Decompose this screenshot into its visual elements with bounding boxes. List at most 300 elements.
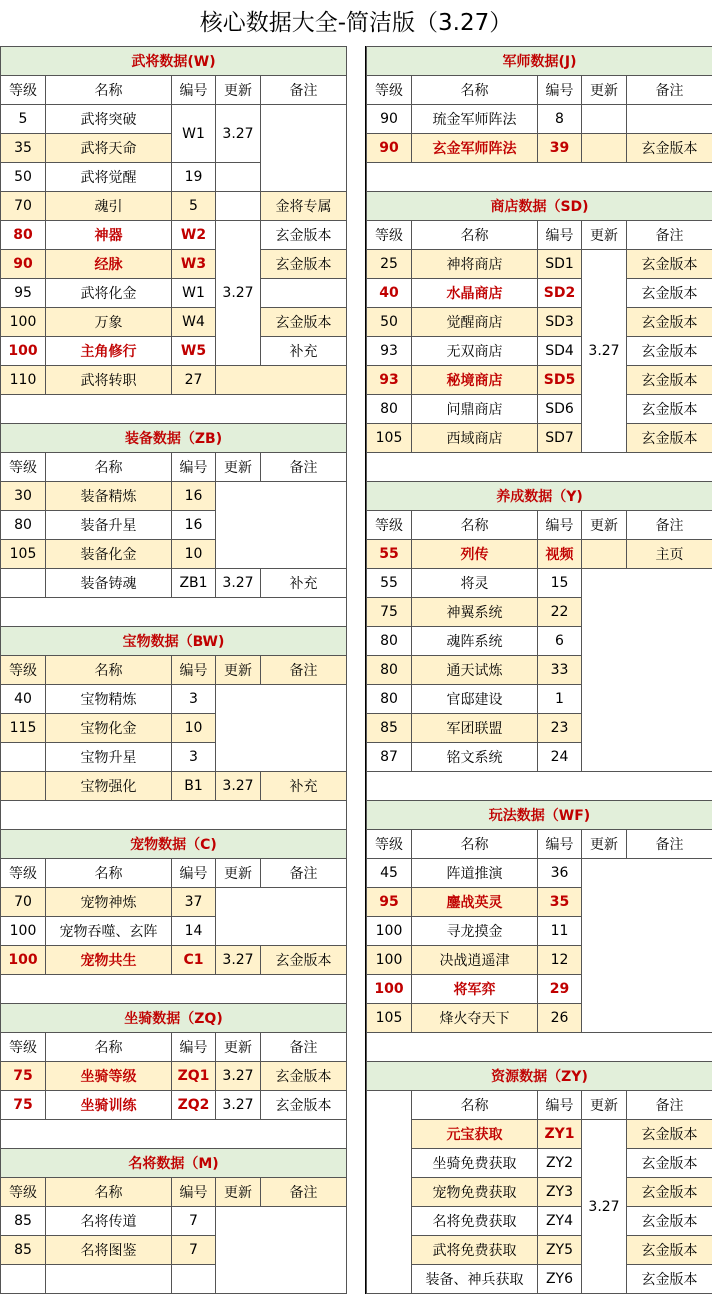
name-cell: 军团联盟: [412, 714, 538, 743]
spacer-row: [1, 395, 347, 424]
note-cell: 玄金版本: [627, 1207, 712, 1236]
blank-cell: [216, 1207, 347, 1294]
id-cell: 5: [172, 192, 216, 221]
name-cell: 坐骑训练: [46, 1091, 172, 1120]
name-cell: 神将商店: [412, 250, 538, 279]
name-cell: 经脉: [46, 250, 172, 279]
header-id: 编号: [172, 453, 216, 482]
name-cell: 宝物升星: [46, 743, 172, 772]
spacer-row: [367, 163, 712, 192]
id-cell: ZY6: [538, 1265, 582, 1294]
name-cell: 装备化金: [46, 540, 172, 569]
section-title-js: 军师数据(J): [367, 47, 712, 76]
id-cell: SD4: [538, 337, 582, 366]
header-id: 编号: [538, 511, 582, 540]
id-cell: B1: [172, 772, 216, 801]
id-cell: 33: [538, 656, 582, 685]
note-cell: 玄金版本: [627, 250, 712, 279]
name-cell: 武将突破: [46, 105, 172, 134]
table-row: [367, 569, 712, 598]
name-cell: 宝物精炼: [46, 685, 172, 714]
level-cell: 45: [367, 859, 412, 888]
id-cell: C1: [172, 946, 216, 975]
note-cell: 玄金版本: [261, 946, 347, 975]
table-row: [1, 308, 347, 337]
name-cell: 坐骑免费获取: [412, 1149, 538, 1178]
level-cell: 100: [1, 308, 46, 337]
level-cell: 95: [367, 888, 412, 917]
header-update: 更新: [582, 830, 627, 859]
name-cell: 武将免费获取: [412, 1236, 538, 1265]
header-update: 更新: [216, 656, 261, 685]
id-cell: 29: [538, 975, 582, 1004]
note-cell: 主页: [627, 540, 712, 569]
name-cell: 无双商店: [412, 337, 538, 366]
level-cell: 25: [367, 250, 412, 279]
level-cell: 75: [1, 1062, 46, 1091]
name-cell: 将军弈: [412, 975, 538, 1004]
id-cell: ZY3: [538, 1178, 582, 1207]
header-level: 等级: [1, 859, 46, 888]
update-cell: 3.27: [582, 250, 627, 453]
level-cell: 80: [1, 221, 46, 250]
note-cell: 补充: [261, 772, 347, 801]
table-row: [1, 366, 347, 395]
note-cell: 玄金版本: [627, 1236, 712, 1265]
spacer-row: [1, 975, 347, 1004]
header-name: 名称: [412, 830, 538, 859]
id-cell: 7: [172, 1236, 216, 1265]
id-cell: 7: [172, 1207, 216, 1236]
header-update: 更新: [582, 221, 627, 250]
id-cell: ZQ2: [172, 1091, 216, 1120]
id-cell: 10: [172, 540, 216, 569]
note-cell: 玄金版本: [627, 395, 712, 424]
update-cell: 3.27: [216, 946, 261, 975]
table-row: [367, 1265, 712, 1294]
left-column: [0, 46, 346, 1294]
id-cell: 11: [538, 917, 582, 946]
table-row: [367, 366, 712, 395]
header-update: 更新: [216, 859, 261, 888]
name-cell: 觉醒商店: [412, 308, 538, 337]
level-cell: 100: [1, 917, 46, 946]
level-cell: 115: [1, 714, 46, 743]
table-row: [1, 105, 347, 134]
id-cell: 36: [538, 859, 582, 888]
table-row: [1, 569, 347, 598]
table-row: [367, 1178, 712, 1207]
section-title-zb: 装备数据（ZB): [1, 424, 347, 453]
id-cell: 视频: [538, 540, 582, 569]
id-cell: ZQ1: [172, 1062, 216, 1091]
table-row: [367, 1120, 712, 1149]
blank-cell: [367, 1091, 412, 1294]
blank-cell: [1, 1265, 46, 1294]
note-cell: 补充: [261, 569, 347, 598]
level-cell: 110: [1, 366, 46, 395]
header-update: 更新: [582, 1091, 627, 1120]
right-column: [366, 46, 712, 1294]
id-cell: 24: [538, 743, 582, 772]
header-row: [367, 1091, 712, 1120]
note-cell: 玄金版本: [627, 308, 712, 337]
name-cell: 鏖战英灵: [412, 888, 538, 917]
note-cell: [261, 105, 347, 192]
note-cell: [261, 279, 347, 308]
header-level: 等级: [367, 76, 412, 105]
name-cell: 宠物共生: [46, 946, 172, 975]
table-row: [367, 395, 712, 424]
header-row: [1, 453, 347, 482]
table-row: [367, 1149, 712, 1178]
id-cell: 10: [172, 714, 216, 743]
section-title-cw: 宠物数据（C): [1, 830, 347, 859]
table-row: [1, 279, 347, 308]
blank-cell: [46, 1265, 172, 1294]
table-row: [367, 250, 712, 279]
id-cell: ZB1: [172, 569, 216, 598]
header-name: 名称: [46, 1033, 172, 1062]
note-cell: 玄金版本: [627, 134, 712, 163]
header-id: 编号: [172, 1178, 216, 1207]
level-cell: 80: [1, 511, 46, 540]
level-cell: 50: [1, 163, 46, 192]
header-id: 编号: [172, 656, 216, 685]
level-cell: 80: [367, 627, 412, 656]
header-row: [1, 76, 347, 105]
id-cell: 14: [172, 917, 216, 946]
header-id: 编号: [538, 221, 582, 250]
name-cell: 元宝获取: [412, 1120, 538, 1149]
blank-cell: [216, 888, 347, 946]
section-title-wj: 武将数据(W): [1, 47, 347, 76]
level-cell: 85: [1, 1207, 46, 1236]
level-cell: 100: [1, 946, 46, 975]
header-level: 等级: [1, 1178, 46, 1207]
id-cell: 15: [538, 569, 582, 598]
header-note: 备注: [261, 1178, 347, 1207]
page-title: 核心数据大全-简洁版（3.27）: [199, 10, 513, 36]
level-cell: 90: [1, 250, 46, 279]
header-row: [1, 859, 347, 888]
name-cell: 装备铸魂: [46, 569, 172, 598]
header-level: 等级: [1, 453, 46, 482]
header-note: 备注: [261, 1033, 347, 1062]
update-cell: [216, 192, 261, 221]
name-cell: 武将转职: [46, 366, 172, 395]
note-cell: 玄金版本: [627, 1265, 712, 1294]
id-cell: 19: [172, 163, 216, 192]
header-id: 编号: [538, 1091, 582, 1120]
header-note: 备注: [627, 76, 712, 105]
name-cell: 琉金军师阵法: [412, 105, 538, 134]
level-cell: [1, 569, 46, 598]
header-name: 名称: [412, 1091, 538, 1120]
header-id: 编号: [172, 1033, 216, 1062]
blank-cell: [216, 482, 347, 569]
table-row: [1, 1062, 347, 1091]
level-cell: 87: [367, 743, 412, 772]
section-title-wf: 玩法数据（WF): [367, 801, 712, 830]
note-cell: 金将专属: [261, 192, 347, 221]
table-row: [367, 1236, 712, 1265]
id-cell: W1: [172, 105, 216, 163]
name-cell: 宠物吞噬、玄阵: [46, 917, 172, 946]
level-cell: 55: [367, 540, 412, 569]
header-update: 更新: [582, 511, 627, 540]
name-cell: 装备、神兵获取: [412, 1265, 538, 1294]
header-id: 编号: [172, 859, 216, 888]
note-cell: 玄金版本: [627, 424, 712, 453]
header-name: 名称: [46, 76, 172, 105]
level-cell: 50: [367, 308, 412, 337]
name-cell: 名将传道: [46, 1207, 172, 1236]
level-cell: 93: [367, 366, 412, 395]
blank-cell: [216, 366, 347, 395]
level-cell: 80: [367, 395, 412, 424]
id-cell: 39: [538, 134, 582, 163]
table-row: [1, 482, 347, 511]
id-cell: 8: [538, 105, 582, 134]
note-cell: 玄金版本: [627, 279, 712, 308]
update-cell: 3.27: [216, 569, 261, 598]
spacer-row: [367, 772, 712, 801]
header-row: [367, 830, 712, 859]
id-cell: W3: [172, 250, 216, 279]
id-cell: 23: [538, 714, 582, 743]
id-cell: SD3: [538, 308, 582, 337]
name-cell: 神翼系统: [412, 598, 538, 627]
header-note: 备注: [627, 511, 712, 540]
id-cell: SD7: [538, 424, 582, 453]
table-row: [1, 337, 347, 366]
section-title-yc: 养成数据（Y): [367, 482, 712, 511]
left-table: [0, 46, 347, 1294]
note-cell: 玄金版本: [627, 1149, 712, 1178]
header-note: 备注: [261, 859, 347, 888]
header-name: 名称: [46, 656, 172, 685]
table-row: [367, 540, 712, 569]
level-cell: [1, 772, 46, 801]
note-cell: 玄金版本: [627, 1120, 712, 1149]
spacer-row: [1, 1120, 347, 1149]
level-cell: 100: [367, 975, 412, 1004]
level-cell: 105: [1, 540, 46, 569]
name-cell: 问鼎商店: [412, 395, 538, 424]
id-cell: 37: [172, 888, 216, 917]
table-row: [1, 888, 347, 917]
header-update: 更新: [216, 76, 261, 105]
level-cell: 85: [367, 714, 412, 743]
name-cell: 秘境商店: [412, 366, 538, 395]
name-cell: 神器: [46, 221, 172, 250]
header-level: 等级: [367, 511, 412, 540]
table-row: [1, 1207, 347, 1236]
header-row: [367, 221, 712, 250]
header-name: 名称: [412, 511, 538, 540]
level-cell: 40: [367, 279, 412, 308]
name-cell: 宝物化金: [46, 714, 172, 743]
update-cell: 3.27: [216, 105, 261, 163]
section-title-zq: 坐骑数据（ZQ): [1, 1004, 347, 1033]
section-title-zy: 资源数据（ZY): [367, 1062, 712, 1091]
table-row: [367, 134, 712, 163]
name-cell: 名将图鉴: [46, 1236, 172, 1265]
header-id: 编号: [538, 830, 582, 859]
header-note: 备注: [261, 656, 347, 685]
level-cell: 75: [1, 1091, 46, 1120]
id-cell: 6: [538, 627, 582, 656]
level-cell: 75: [367, 598, 412, 627]
name-cell: 宠物神炼: [46, 888, 172, 917]
level-cell: 90: [367, 105, 412, 134]
header-id: 编号: [538, 76, 582, 105]
header-name: 名称: [46, 1178, 172, 1207]
name-cell: 官邸建设: [412, 685, 538, 714]
table-row: [1, 221, 347, 250]
table-row: [1, 946, 347, 975]
name-cell: 坐骑等级: [46, 1062, 172, 1091]
header-level: 等级: [1, 656, 46, 685]
level-cell: 105: [367, 1004, 412, 1033]
table-row: [367, 424, 712, 453]
table-row: [1, 685, 347, 714]
level-cell: 100: [1, 337, 46, 366]
header-note: 备注: [261, 76, 347, 105]
id-cell: W4: [172, 308, 216, 337]
header-level: 等级: [367, 830, 412, 859]
name-cell: 魂引: [46, 192, 172, 221]
name-cell: 决战逍遥津: [412, 946, 538, 975]
update-cell: [582, 105, 627, 134]
name-cell: 名将免费获取: [412, 1207, 538, 1236]
level-cell: 80: [367, 656, 412, 685]
name-cell: 万象: [46, 308, 172, 337]
update-cell: [216, 163, 261, 192]
header-update: 更新: [216, 453, 261, 482]
note-cell: [627, 105, 712, 134]
level-cell: 85: [1, 1236, 46, 1265]
level-cell: 30: [1, 482, 46, 511]
id-cell: 27: [172, 366, 216, 395]
update-cell: 3.27: [216, 1062, 261, 1091]
name-cell: 阵道推演: [412, 859, 538, 888]
header-level: 等级: [1, 76, 46, 105]
header-note: 备注: [261, 453, 347, 482]
note-cell: 玄金版本: [261, 1091, 347, 1120]
table-row: [1, 1091, 347, 1120]
header-note: 备注: [627, 221, 712, 250]
id-cell: SD5: [538, 366, 582, 395]
level-cell: 40: [1, 685, 46, 714]
header-update: 更新: [582, 76, 627, 105]
level-cell: [1, 743, 46, 772]
id-cell: 12: [538, 946, 582, 975]
note-cell: 玄金版本: [261, 308, 347, 337]
level-cell: 100: [367, 917, 412, 946]
section-title-sd: 商店数据（SD): [367, 192, 712, 221]
level-cell: 100: [367, 946, 412, 975]
id-cell: 26: [538, 1004, 582, 1033]
name-cell: 铭文系统: [412, 743, 538, 772]
update-cell: 3.27: [216, 221, 261, 366]
table-row: [367, 859, 712, 888]
name-cell: 将灵: [412, 569, 538, 598]
header-name: 名称: [46, 859, 172, 888]
table-row: [367, 308, 712, 337]
update-cell: 3.27: [216, 1091, 261, 1120]
id-cell: W1: [172, 279, 216, 308]
header-row: [367, 511, 712, 540]
blank-cell: [172, 1265, 216, 1294]
header-update: 更新: [216, 1178, 261, 1207]
update-cell: [582, 540, 627, 569]
header-row: [1, 656, 347, 685]
header-row: [367, 76, 712, 105]
table-row: [1, 192, 347, 221]
header-row: [1, 1033, 347, 1062]
id-cell: 16: [172, 511, 216, 540]
id-cell: SD1: [538, 250, 582, 279]
blank-cell: [216, 685, 347, 772]
id-cell: SD6: [538, 395, 582, 424]
name-cell: 魂阵系统: [412, 627, 538, 656]
id-cell: 16: [172, 482, 216, 511]
id-cell: SD2: [538, 279, 582, 308]
note-cell: 玄金版本: [627, 337, 712, 366]
name-cell: 列传: [412, 540, 538, 569]
spacer-row: [367, 453, 712, 482]
spacer-row: [367, 1033, 712, 1062]
id-cell: ZY1: [538, 1120, 582, 1149]
column-divider: [346, 46, 366, 1294]
id-cell: ZY4: [538, 1207, 582, 1236]
table-row: [1, 772, 347, 801]
header-name: 名称: [412, 221, 538, 250]
name-cell: 水晶商店: [412, 279, 538, 308]
level-cell: 70: [1, 192, 46, 221]
id-cell: W2: [172, 221, 216, 250]
level-cell: 90: [367, 134, 412, 163]
header-update: 更新: [216, 1033, 261, 1062]
name-cell: 烽火夺天下: [412, 1004, 538, 1033]
right-table: [366, 46, 712, 1294]
note-cell: 玄金版本: [627, 1178, 712, 1207]
id-cell: 3: [172, 685, 216, 714]
header-note: 备注: [627, 1091, 712, 1120]
table-row: [367, 1207, 712, 1236]
table-row: [367, 279, 712, 308]
id-cell: ZY2: [538, 1149, 582, 1178]
note-cell: 补充: [261, 337, 347, 366]
update-cell: [582, 134, 627, 163]
id-cell: ZY5: [538, 1236, 582, 1265]
level-cell: 105: [367, 424, 412, 453]
name-cell: 武将天命: [46, 134, 172, 163]
spacer-row: [1, 801, 347, 830]
level-cell: 5: [1, 105, 46, 134]
spacer-row: [1, 598, 347, 627]
id-cell: W5: [172, 337, 216, 366]
name-cell: 武将化金: [46, 279, 172, 308]
update-cell: 3.27: [582, 1120, 627, 1294]
section-title-mj: 名将数据（M): [1, 1149, 347, 1178]
id-cell: 22: [538, 598, 582, 627]
id-cell: 35: [538, 888, 582, 917]
table-row: [1, 250, 347, 279]
level-cell: 55: [367, 569, 412, 598]
